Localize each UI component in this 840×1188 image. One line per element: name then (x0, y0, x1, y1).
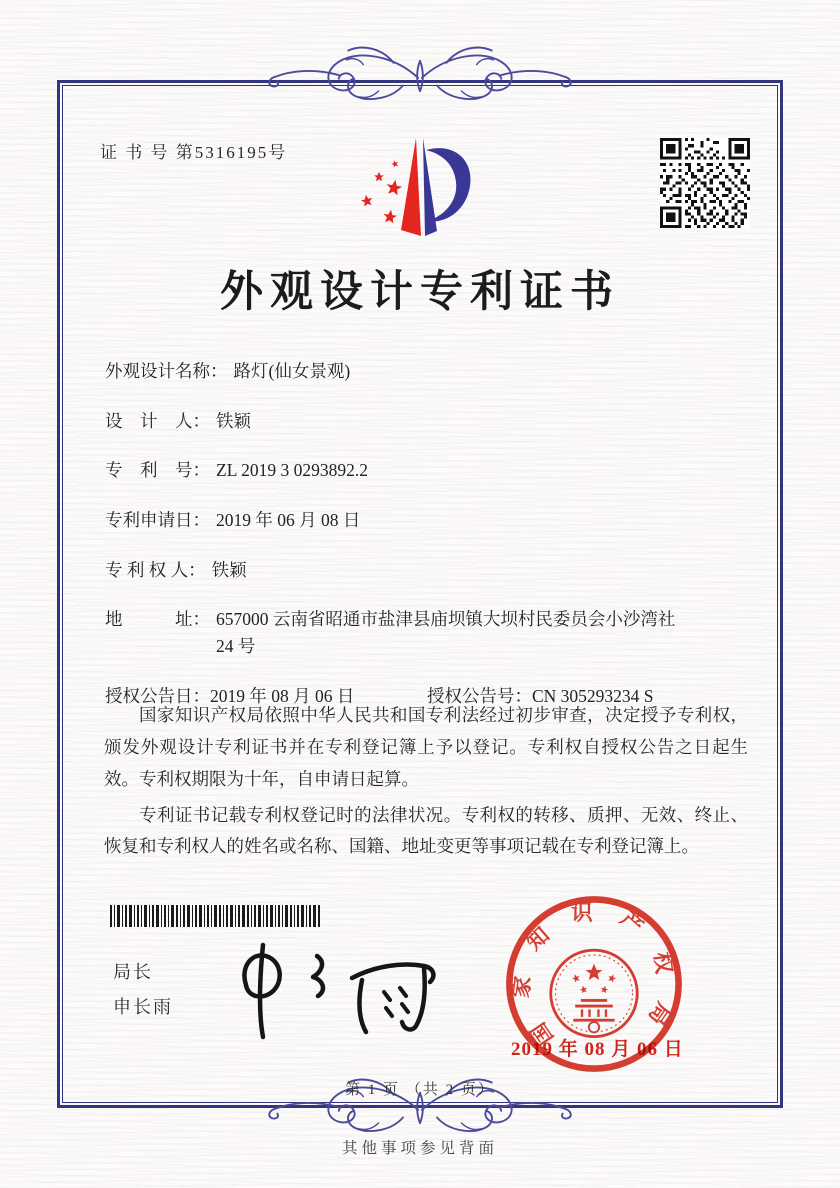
certificate-number: 证 书 号 第5316195号 (100, 143, 288, 162)
field-label: 外观设计名称： (105, 361, 228, 381)
field-value: ZL 2019 3 0293892.2 (216, 460, 368, 481)
field-value: 铁颖 (211, 559, 247, 580)
seal-date: 2019 年 08 月 06 日 (511, 1039, 684, 1060)
flourish-top-ornament-icon (250, 36, 590, 116)
field-designer (105, 408, 753, 435)
page-number: 第 1 页 （共 2 页） (345, 1082, 495, 1098)
field-value: 657000 云南省昭通市盐津县庙坝镇大坝村民委员会小沙湾社 24 号 (216, 609, 676, 657)
field-design-name (105, 358, 753, 385)
field-label: 专 利 号： (105, 460, 210, 481)
field-patent-number (105, 457, 753, 484)
handwritten-signature (210, 925, 480, 1050)
cnipa-logo-icon (350, 124, 500, 254)
signer-block (113, 963, 173, 1033)
seal-text: 国家知识产权局 (508, 901, 680, 1050)
signer-title: 局长 (113, 962, 153, 982)
field-label: 专利申请日： (105, 509, 210, 530)
back-side-note: 其他事项参见背面 (341, 1140, 498, 1157)
page-title: 外观设计专利证书 (220, 269, 620, 316)
grant-date-label: 授权公告日： (105, 685, 210, 706)
field-label: 地 址： (105, 609, 210, 630)
field-label: 专 利 权 人： (105, 559, 206, 580)
fields-section (105, 358, 753, 711)
legal-text (104, 700, 748, 867)
field-label: 设 计 人： (105, 410, 210, 431)
field-address (105, 606, 753, 660)
grant-number-label: 授权公告号： (427, 685, 532, 706)
field-value: 路灯(仙女景观) (233, 361, 351, 381)
field-application-date (105, 507, 753, 534)
national-emblem-icon (551, 950, 637, 1036)
qr-code (660, 138, 750, 228)
grant-date-value: 2019 年 08 月 06 日 (210, 685, 355, 706)
field-patentee (105, 557, 753, 584)
signer-name: 申长雨 (113, 997, 173, 1017)
field-value: 铁颖 (216, 410, 251, 431)
legal-paragraph-2: 专利证书记载专利权登记时的法律状况。专利权的转移、质押、无效、终止、恢复和专利权人的姓名或名称、国籍、地址变更等事项记载在专利登记簿上。 (104, 804, 748, 857)
field-value: 2019 年 06 月 08 日 (216, 509, 361, 530)
grant-number-value: CN 305293234 S (532, 685, 654, 706)
legal-paragraph-1: 国家知识产权局依照中华人民共和国专利法经过初步审查，决定授予专利权，颁发外观设计专利证书并在专利登记簿上予以登记。专利权自授权公告之日起生效。专利权期限为十年，自申请日起算。 (104, 705, 748, 789)
